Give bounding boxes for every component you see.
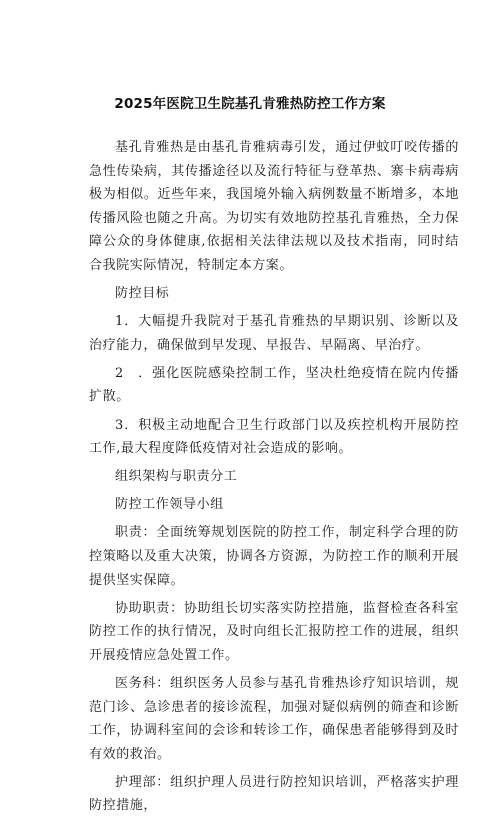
intro-paragraph: 基孔肯雅热是由基孔肯雅病毒引发，通过伊蚊叮咬传播的急性传染病，其传播途径以及流行特征与登革热、寨卡病毒病极为相似。近些年来，我国境外输入病例数量不断增多，本地传播风险也随之升高。为切实有效地防控基孔肯雅热，全力保障公众的身体健康,依据相关法律法规以及技术指南，同时结合我院实际情况，特制定本方案。 <box>89 140 459 273</box>
document-body <box>89 136 459 823</box>
duty-paragraph: 职责：全面统筹规划医院的防控工作，制定科学合理的防控策略以及重大决策，协调各方资源，为防控工作的顺利开展提供坚实保障。 <box>89 525 459 588</box>
goal-item-2: 2 ．强化医院感染控制工作，坚决杜绝疫情在院内传播扩散。 <box>89 365 459 405</box>
goal-item-1: 1．大幅提升我院对于基孔肯雅热的早期识别、诊断以及治疗能力，确保做到早发现、早报告、早隔离、早治疗。 <box>89 314 459 353</box>
medical-dept-paragraph: 医务科：组织医务人员参与基孔肯雅热诊疗知识培训，规范门诊、急诊患者的接诊流程，加强对疑似病例的筛查和诊断工作，协调科室间的会诊和转诊工作，确保患者能够得到及时有效的救治。 <box>89 675 459 762</box>
section-heading-organization: 组织架构与职责分工 <box>115 469 238 485</box>
assist-duty-paragraph: 协助职责：协助组长切实落实防控措施，监督检查各科室防控工作的执行情况，及时向组长汇报防控工作的进展，组织开展疫情应急处置工作。 <box>89 600 459 663</box>
nursing-dept-paragraph: 护理部：组织护理人员进行防控知识培训，严格落实护理防控措施， <box>89 774 459 814</box>
section-heading-goals: 防控目标 <box>115 286 170 302</box>
goal-item-3: 3．积极主动地配合卫生行政部门以及疾控机构开展防控工作,最大程度降低疫情对社会造成的影响。 <box>89 417 459 457</box>
subsection-heading-leadership: 防控工作领导小组 <box>115 497 224 513</box>
document-title: 2025年医院卫生院基孔肯雅热防控工作方案 <box>114 96 386 112</box>
